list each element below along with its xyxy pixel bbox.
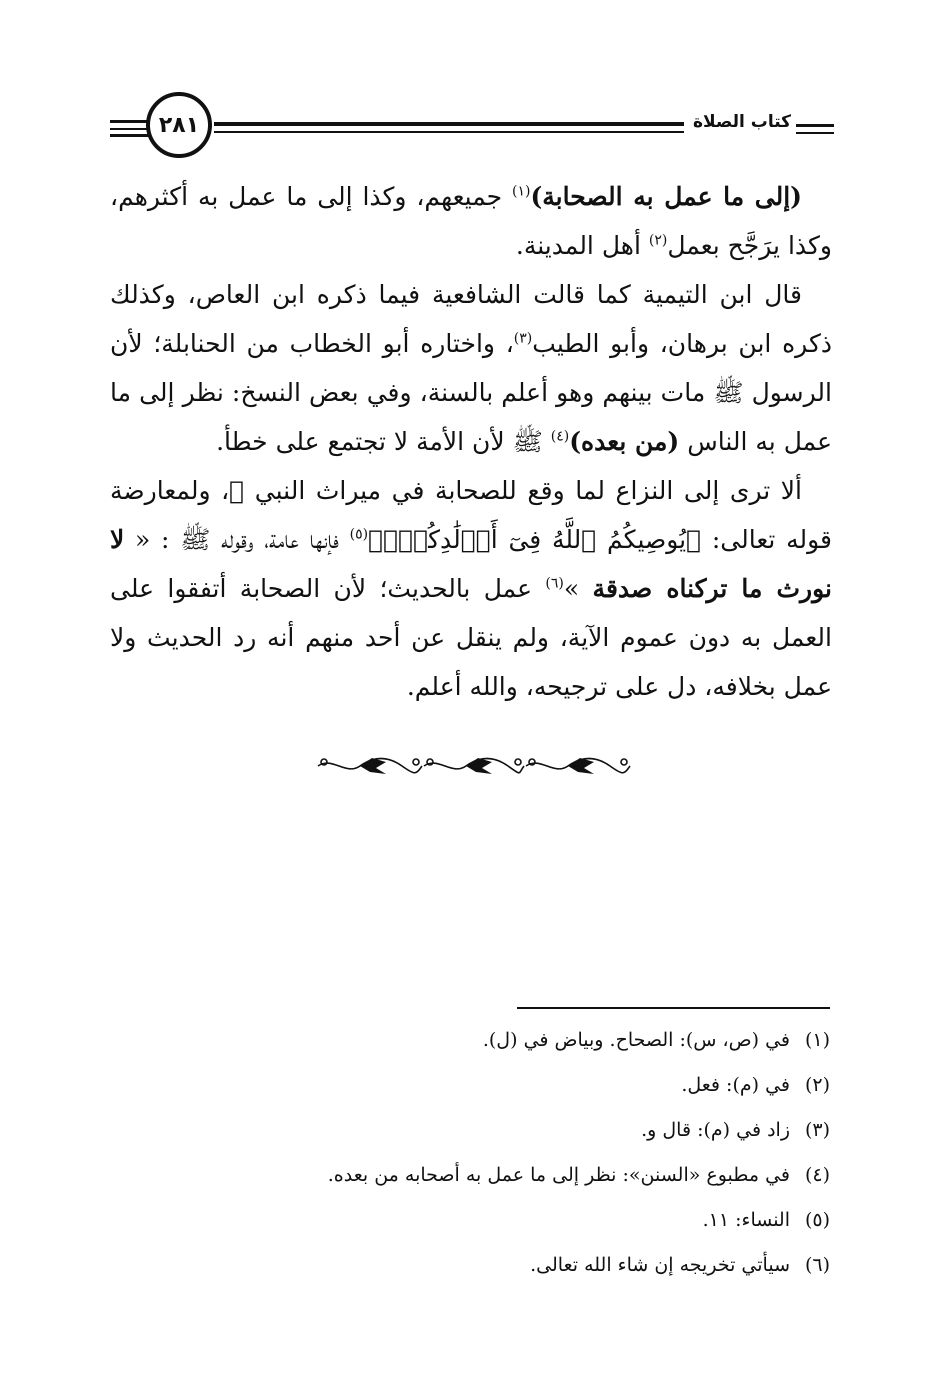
text-run: ، واختاره أبو الخطاب من الحنابلة؛ لأن الرسول ﷺ مات بينهم وهو أعلم بالسنة، وفي بعض النسخ: نظر إلى ما عمل به الناس: [110, 329, 832, 456]
quran-quote: ﴿يُوصِيكُمُ ٱللَّهُ فِىٓ أَوۡلَٰدِكُمۡۖ﴾: [368, 525, 702, 554]
footnote-ref: (١): [511, 183, 531, 200]
text-run: ألا ترى إلى النزاع لما وقع للصحابة في ميراث النبي ﷺ، ولمعارضة قوله تعالى:: [110, 476, 832, 554]
text-run: عمل بالحديث؛ لأن الصحابة أتفقوا على العمل به دون عموم الآية، ولم ينقل عن أحد منهم أنه رد الحديث ولا عمل بخلافه، دل على ترجيحه، والله أعلم.: [110, 574, 832, 701]
footnote-ref: (٢): [648, 232, 668, 249]
footnote-item: [200, 1063, 830, 1108]
footnote-number: (٤): [804, 1164, 830, 1186]
footnote-item: [200, 1243, 830, 1288]
header-rule: [110, 134, 150, 137]
footnote-text: في (ص، س): الصحاح. وبياض في (ل).: [482, 1029, 790, 1051]
highlight-phrase: (إلى ما عمل به الصحابة): [530, 182, 803, 211]
text-run: جميعهم، وكذا إلى ما عمل به أكثرهم، وكذا يرَجَّح بعمل: [110, 182, 832, 260]
floral-divider-icon: [312, 748, 636, 782]
footnote-item: [200, 1018, 830, 1063]
header-rule: [110, 120, 150, 123]
footnote-separator: [517, 1007, 830, 1009]
header-rule: [796, 132, 834, 134]
paragraph-1: [110, 172, 832, 270]
footnote-ref: (٣): [513, 330, 533, 347]
text-run: أهل المدينة.: [515, 231, 649, 260]
footnote-number: (٢): [804, 1074, 830, 1096]
header-rule: [796, 124, 834, 127]
footnote-number: (٥): [804, 1209, 830, 1231]
header-rule: [214, 131, 684, 133]
header-rule: [214, 122, 684, 126]
header-rule: [110, 128, 150, 130]
main-text: [110, 172, 832, 711]
footnote-item: [200, 1198, 830, 1243]
paragraph-3: [110, 466, 832, 711]
text-run: فإنها عامة، وقوله ﷺ : «: [124, 525, 350, 554]
footnote-ref: (٥): [349, 526, 369, 543]
text-run: قال ابن التيمية كما قالت الشافعية فيما ذكره ابن العاص، وكذلك ذكره ابن برهان، وأبو الطيب: [110, 280, 832, 358]
text-run: »: [563, 574, 593, 603]
footnote-ref: (٦): [545, 575, 564, 592]
footnote-text: سيأتي تخريجه إن شاء الله تعالى.: [530, 1254, 790, 1276]
hadith-quote: لا نورث ما تركناه صدقة: [110, 525, 832, 603]
footnote-text: زاد في (م): قال و.: [641, 1119, 790, 1141]
footnote-number: (١): [804, 1029, 830, 1051]
chapter-title: كتاب الصلاة: [692, 112, 792, 132]
page-header: [104, 88, 839, 168]
paragraph-2: [110, 270, 832, 466]
footnote-item: [200, 1108, 830, 1153]
footnotes: [200, 1018, 830, 1288]
page-number: ٢٨١: [146, 92, 212, 158]
highlight-phrase: (من بعده): [569, 427, 680, 456]
text-run: ﷺ لأن الأمة لا تجتمع على خطأ.: [216, 427, 551, 456]
footnote-text: في (م): فعل.: [681, 1074, 790, 1096]
footnote-text: النساء: ١١.: [702, 1209, 790, 1231]
footnote-item: [200, 1153, 830, 1198]
footnote-text: في مطبوع «السنن»: نظر إلى ما عمل به أصحابه من بعده.: [327, 1164, 790, 1186]
footnote-number: (٦): [804, 1254, 830, 1276]
footnote-number: (٣): [804, 1119, 830, 1141]
footnote-ref: (٤): [550, 428, 570, 445]
